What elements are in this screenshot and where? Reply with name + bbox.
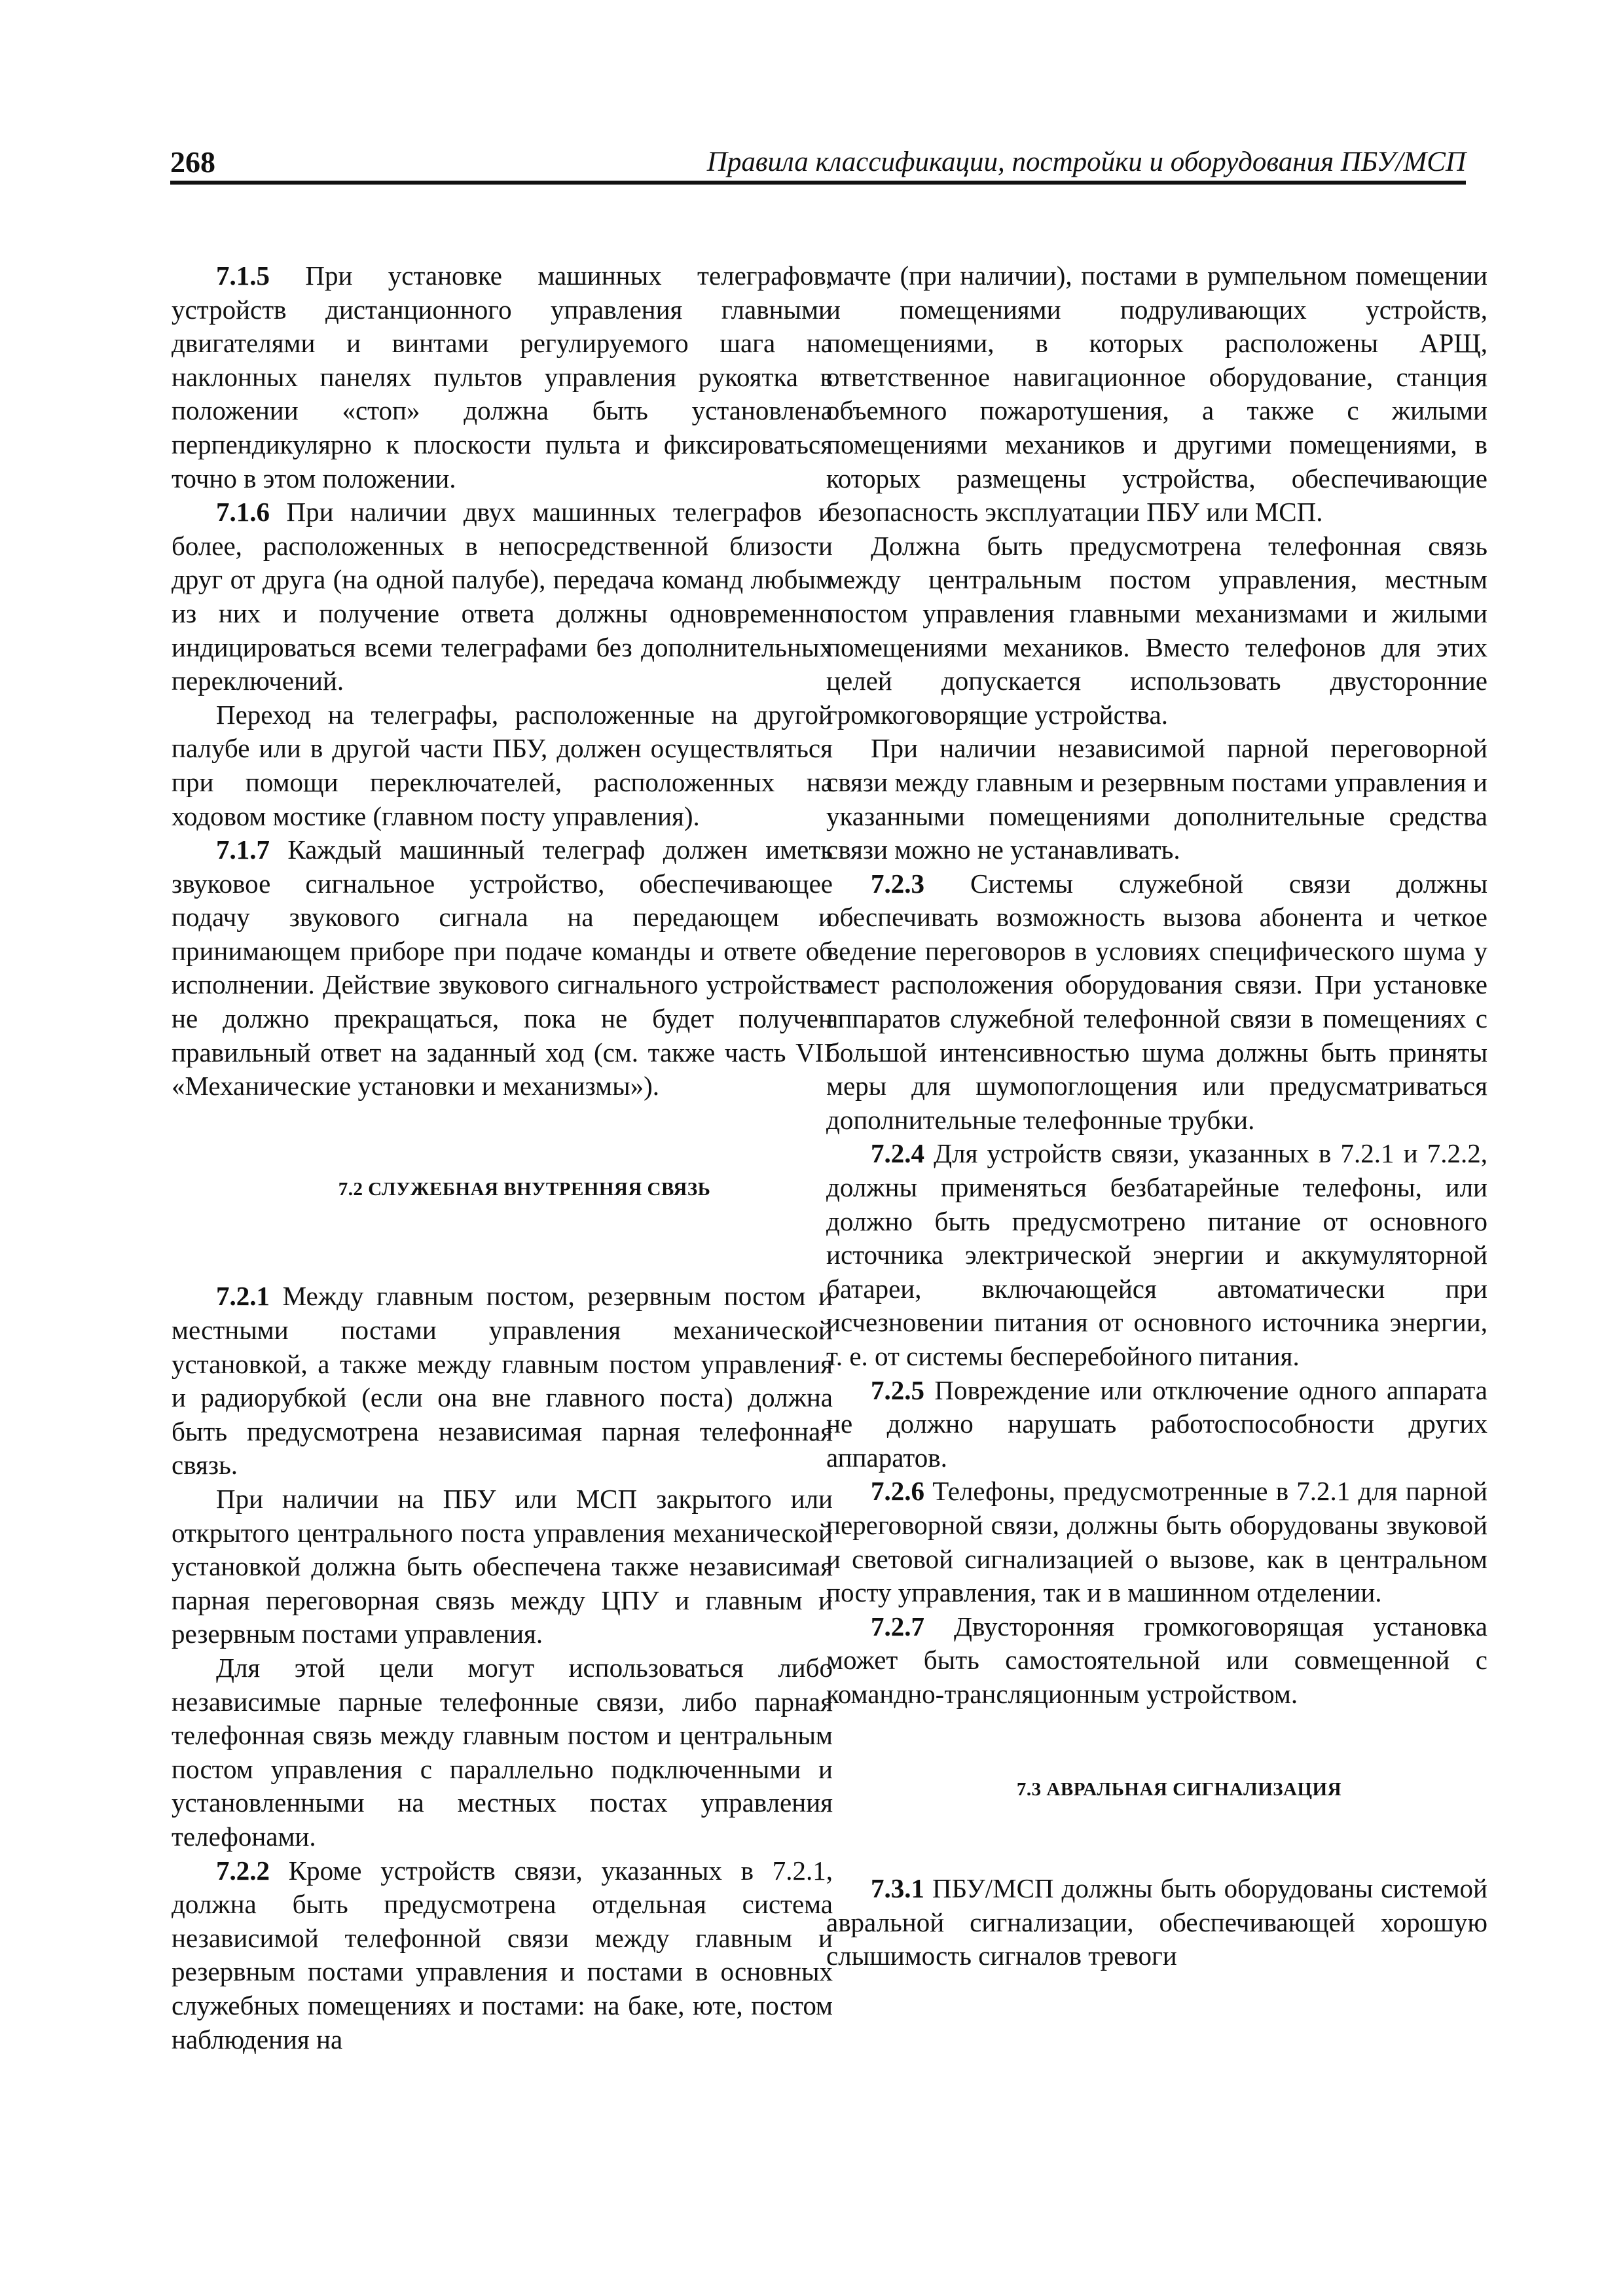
paragraph-text: Повреждение или отключение одного аппарата не должно нарушать работоспособности других аппаратов. (826, 1374, 1487, 1473)
clause-number: 7.2.1 (216, 1281, 270, 1312)
running-title: Правила классификации, постройки и оборудования ПБУ/МСП (706, 147, 1466, 177)
paragraph-text: Телефоны, предусмотренные в 7.2.1 для парной переговорной связи, должны быть оборудованы звуковой и световой сигнализацией о вызове, как в центральном посту управления, так и в машинном отделении. (826, 1476, 1487, 1608)
paragraph-7-2-2-telephone: Должна быть предусмотрена телефонная связь между центральным постом управления, местным постом управления главными механизмами и жилыми помещениями механиков. Вместо телефонов для этих целей допускается использовать двусторонние громкоговорящие устройства. (826, 530, 1487, 730)
paragraph-7-2-2 (172, 1854, 833, 2057)
clause-number: 7.2.2 (216, 1855, 270, 1886)
paragraph-text: ПБУ/МСП должны быть оборудованы системой авральной сигнализации, обеспечивающей хорошую слышимость сигналов тревоги (826, 1873, 1487, 1971)
clause-number: 7.2.6 (871, 1476, 924, 1507)
clause-number: 7.2.7 (871, 1611, 924, 1641)
paragraph-7-1-6-switching: Переход на телеграфы, расположенные на другой палубе или в другой части ПБУ, должен осуществляться при помощи переключателей, расположенных на ходовом мостике (главном посту управления). (172, 699, 833, 831)
left-column (172, 259, 833, 2056)
clause-number: 7.2.5 (871, 1374, 924, 1405)
paragraph-text: Кроме устройств связи, указанных в 7.2.1, должна быть предусмотрена отдельная система независимой телефонной связи между главным и резервным постами управления и постами в основных служебных помещениях и постами: на баке, юте, постом наблюдения на (172, 1855, 833, 2054)
page-number: 268 (170, 145, 215, 179)
paragraph-7-2-7 (826, 1610, 1487, 1712)
clause-number: 7.2.3 (871, 868, 924, 899)
paragraph-text: Для устройств связи, указанных в 7.2.1 и 7.2.2, должны применяться безбатарейные телефоны, или должно быть предусмотрено питание от основного источника электрической энергии и аккумуляторной батареи, включающейся автоматически при исчезновении питания от основного источника энергии, т. е. от системы бесперебойного питания. (826, 1138, 1487, 1371)
paragraph-text: Двусторонняя громкоговорящая установка может быть самостоятельной или совмещенной с командно-трансляционным устройством. (826, 1611, 1487, 1709)
paragraph-7-2-6 (826, 1475, 1487, 1609)
paragraph-7-2-1-cpu: При наличии на ПБУ или МСП закрытого или открытого центрального поста управления механической установкой должна быть обеспечена также независимая парная переговорная связь между ЦПУ и главным и резервным постами управления. (172, 1484, 833, 1649)
paragraph-text: При наличии двух машинных телеграфов и более, расположенных в непосредственной близости друг от друга (на одной палубе), передача команд любым из них и получение ответа должны одновременно индицироваться всеми телеграфами без дополнительных переключений. (172, 497, 833, 696)
clause-number: 7.3.1 (871, 1873, 924, 1904)
clause-number: 7.1.6 (216, 497, 270, 528)
paragraph-text: При установке машинных телеграфов, устройств дистанционного управления главными двигателями и винтами регулируемого шага на наклонных панелях пультов управления рукоятка в положении «стоп» должна быть установлена перпендикулярно к плоскости пульта и фиксироваться точно в этом положении. (172, 260, 833, 493)
paragraph-7-2-2-paired: При наличии независимой парной переговорной связи между главным и резервным постами управления и указанными помещениями дополнительные средства связи можно не устанавливать. (826, 733, 1487, 865)
paragraph-7-1-5 (172, 259, 833, 495)
paragraph-7-2-5 (826, 1374, 1487, 1475)
paragraph-7-3-1 (826, 1872, 1487, 1973)
page-header (170, 137, 1466, 185)
paragraph-7-2-4 (826, 1137, 1487, 1373)
clause-number: 7.2.4 (871, 1138, 924, 1169)
right-column (826, 259, 1487, 1973)
paragraph-7-2-3 (826, 867, 1487, 1138)
paragraph-text: Системы служебной связи должны обеспечивать возможность вызова абонента и четкое ведение переговоров в условиях специфического шума у мест расположения оборудования связи. При установке аппаратов служебной телефонной связи в помещениях с большой интенсивностью шума должны быть приняты меры для шумопоглощения или предусматриваться дополнительные телефонные трубки. (826, 868, 1487, 1135)
clause-number: 7.1.5 (216, 260, 270, 291)
paragraph-7-2-2-continued: мачте (при наличии), постами в румпельном помещении и помещениями подруливающих устройств, помещениями, в которых расположены АРЩ, ответственное навигационное оборудование, станция объемного пожаротушения, а также с жилыми помещениями механиков и другими помещениями, в которых размещены устройства, обеспечивающие безопасность эксплуатации ПБУ или МСП. (826, 260, 1487, 528)
paragraph-text: Между главным постом, резервным постом и местными постами управления механической установкой, а также между главным постом управления и радиорубкой (если она вне главного поста) должна быть предусмотрена независимая парная телефонная связь. (172, 1281, 833, 1480)
paragraph-7-1-6 (172, 495, 833, 698)
section-heading-7-2: 7.2 СЛУЖЕБНАЯ ВНУТРЕННЯЯ СВЯЗЬ (338, 1178, 711, 1200)
paragraph-7-1-7 (172, 833, 833, 1103)
paragraph-text: Каждый машинный телеграф должен иметь звуковое сигнальное устройство, обеспечивающее подачу звукового сигнала на передающем и принимающем приборе при подаче команды и ответе об исполнении. Действие звукового сигнального устройства не должно прекращаться, пока не будет получен правильный ответ на заданный ход (см. также часть VII «Механические установки и механизмы»). (172, 834, 833, 1102)
paragraph-7-2-1 (172, 1280, 833, 1482)
paragraph-7-2-1-means: Для этой цели могут использоваться либо независимые парные телефонные связи, либо парная телефонная связь между главным постом и центральным постом управления с параллельно подключенными и установленными на местных постах управления телефонами. (172, 1652, 833, 1852)
section-heading-7-3: 7.3 АВРАЛЬНАЯ СИГНАЛИЗАЦИЯ (1016, 1778, 1342, 1800)
clause-number: 7.1.7 (216, 834, 270, 865)
